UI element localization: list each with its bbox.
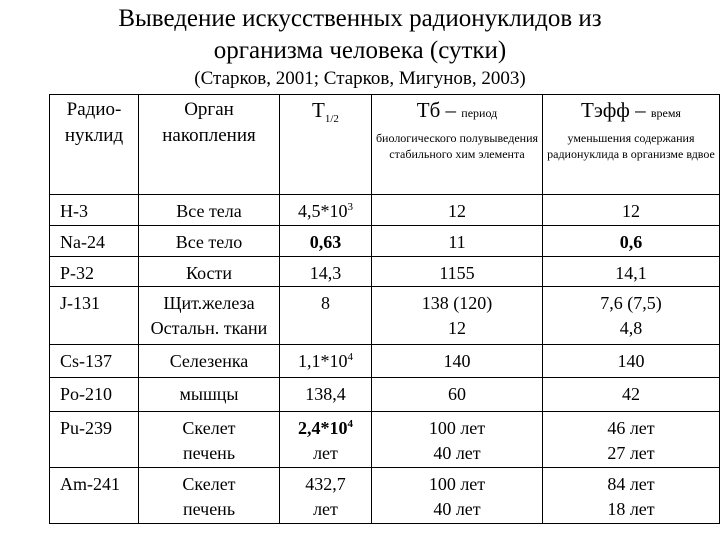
cell-half-life [280, 195, 372, 226]
header-teff-time: время [650, 106, 681, 120]
source-citation: (Старков, 2001; Старков, Мигунов, 2003) [194, 68, 526, 89]
header-half-life-symbol: T [312, 98, 325, 122]
table-row [50, 257, 720, 287]
cell-nuclide: P-32 [50, 257, 139, 287]
header-tb [372, 95, 543, 195]
cell-organ: Селезенка [139, 345, 280, 378]
table-row [50, 287, 720, 345]
tb-line2: 12 [448, 318, 466, 338]
cell-teff [543, 412, 720, 468]
cell-tb: 140 [372, 345, 543, 378]
organ-line2: печень [182, 443, 236, 463]
cell-half-life [280, 412, 372, 468]
half-life-base: 4,5*10 [298, 201, 348, 221]
header-nuclide-line1: Радио- [66, 99, 122, 120]
table-row [50, 345, 720, 378]
cell-organ: Все тело [139, 226, 280, 257]
cell-nuclide: Pu-239 [50, 412, 139, 468]
teff-line1: 84 лет [607, 474, 655, 494]
cell-nuclide: J-131 [50, 287, 139, 345]
table-row [50, 412, 720, 468]
teff-line2: 4,8 [619, 318, 643, 338]
organ-line2: Остальн. ткани [150, 318, 268, 338]
half-life-exponent: 4 [347, 418, 353, 430]
cell-half-life: 8 [280, 287, 372, 345]
half-life-exponent: 3 [347, 201, 353, 213]
cell-half-life: 138,4 [280, 378, 372, 412]
table-row [50, 226, 720, 257]
header-tb-symbol: Тб [416, 98, 441, 122]
teff-line1: 7,6 (7,5) [600, 293, 662, 313]
header-organ-line2: накопления [162, 125, 256, 146]
organ-line1: Скелет [182, 474, 236, 494]
cell-teff [543, 287, 720, 345]
cell-teff [543, 468, 720, 524]
cell-tb: 60 [372, 378, 543, 412]
half-life-unit: лет [313, 499, 338, 519]
header-half-life [280, 95, 372, 195]
half-life-base: 1,1*10 [298, 351, 348, 371]
cell-organ: мышцы [139, 378, 280, 412]
organ-line1: Скелет [182, 418, 236, 438]
page-title-line2: организма человека (сутки) [213, 37, 507, 64]
organ-line2: печень [182, 499, 236, 519]
cell-nuclide: Na-24 [50, 226, 139, 257]
page-title-line1: Выведение искусственных радионуклидов из [118, 5, 602, 32]
header-tb-dash: – [440, 98, 462, 122]
half-life-exponent: 4 [347, 351, 353, 363]
teff-line2: 27 лет [607, 443, 655, 463]
cell-half-life: 0,63 [280, 226, 372, 257]
table-row [50, 195, 720, 226]
tb-line2: 40 лет [433, 499, 481, 519]
radionuclide-table [49, 94, 720, 524]
header-half-life-subscript: 1/2 [324, 113, 339, 126]
cell-nuclide: Po-210 [50, 378, 139, 412]
tb-line1: 138 (120) [421, 293, 493, 313]
tb-line2: 40 лет [433, 443, 481, 463]
cell-organ [139, 412, 280, 468]
teff-line1: 46 лет [607, 418, 655, 438]
cell-organ: Все тела [139, 195, 280, 226]
header-teff [543, 95, 720, 195]
cell-half-life [280, 468, 372, 524]
header-tb-period: период [461, 106, 498, 120]
cell-half-life: 14,3 [280, 257, 372, 287]
cell-tb [372, 468, 543, 524]
header-tb-note: биологического полувыведения стабильного хим элемента [375, 131, 539, 161]
tb-line1: 100 лет [428, 474, 486, 494]
header-teff-dash: – [629, 98, 651, 122]
tb-line1: 100 лет [428, 418, 486, 438]
cell-tb: 1155 [372, 257, 543, 287]
table-header-row [50, 95, 720, 195]
cell-teff: 140 [543, 345, 720, 378]
table-row [50, 468, 720, 524]
header-nuclide-line2: нуклид [64, 125, 124, 146]
cell-nuclide: Am-241 [50, 468, 139, 524]
cell-tb: 12 [372, 195, 543, 226]
cell-nuclide: Cs-137 [50, 345, 139, 378]
half-life-base: 2,4*10 [298, 418, 348, 438]
cell-tb [372, 412, 543, 468]
organ-line1: Щит.железа [163, 293, 255, 313]
header-organ-line1: Орган [184, 99, 234, 120]
cell-tb [372, 287, 543, 345]
half-life-unit: лет [313, 443, 338, 463]
cell-organ: Кости [139, 257, 280, 287]
cell-teff: 12 [543, 195, 720, 226]
cell-nuclide: H-3 [50, 195, 139, 226]
cell-tb: 11 [372, 226, 543, 257]
half-life-value: 432,7 [305, 474, 346, 494]
cell-teff: 0,6 [543, 226, 720, 257]
cell-teff: 14,1 [543, 257, 720, 287]
teff-line2: 18 лет [607, 499, 655, 519]
header-teff-note: уменьшения содержания радионуклида в организме вдвое [547, 131, 715, 161]
header-teff-symbol: Тэфф [581, 98, 630, 122]
header-organ [139, 95, 280, 195]
table-row [50, 378, 720, 412]
cell-teff: 42 [543, 378, 720, 412]
cell-half-life [280, 345, 372, 378]
header-nuclide [50, 95, 139, 195]
cell-organ [139, 287, 280, 345]
cell-organ [139, 468, 280, 524]
